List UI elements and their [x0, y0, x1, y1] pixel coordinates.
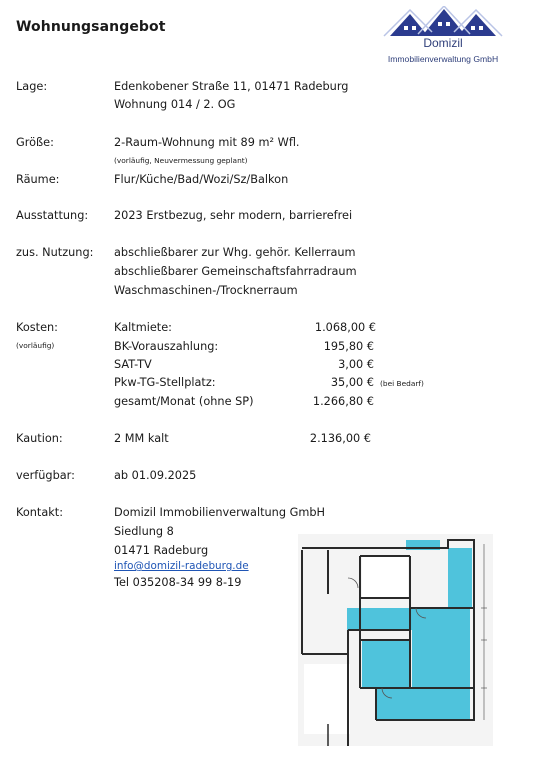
lage-label: Lage:: [16, 80, 48, 93]
kosten-item-amount: 195,80 €: [323, 340, 374, 353]
ausstattung-label: Ausstattung:: [16, 209, 89, 222]
company-logo: [382, 6, 504, 68]
verfuegbar-value: ab 01.09.2025: [114, 469, 197, 482]
groesse-label: Größe:: [16, 136, 54, 149]
verfuegbar-label: verfügbar:: [16, 469, 75, 482]
kontakt-city: 01471 Radeburg: [114, 544, 209, 557]
kaution-amount: 2.136,00 €: [309, 432, 371, 445]
kaution-value: 2 MM kalt: [114, 432, 169, 445]
kontakt-company: Domizil Immobilienverwaltung GmbH: [114, 506, 326, 519]
raeume-value: Flur/Küche/Bad/Wozi/Sz/Balkon: [114, 173, 289, 186]
kontakt-street: Siedlung 8: [114, 525, 174, 538]
kosten-item-name: BK-Vorauszahlung:: [114, 340, 219, 353]
kaution-label: Kaution:: [16, 432, 63, 445]
kosten-item-name: Kaltmiete:: [114, 321, 172, 334]
houses-logo-icon: [382, 6, 504, 40]
nutzung-line: abschließbarer Gemeinschaftsfahrradraum: [114, 265, 357, 278]
kosten-sublabel: (vorläufig): [16, 341, 55, 350]
kosten-total-amount: 1.266,80 €: [312, 395, 374, 408]
kosten-item-name: SAT-TV: [114, 358, 152, 371]
kontakt-label: Kontakt:: [16, 506, 64, 519]
kosten-item-name: Pkw-TG-Stellplatz:: [114, 376, 216, 389]
kosten-item-note: (bei Bedarf): [380, 379, 424, 388]
kontakt-email-link[interactable]: info@domizil-radeburg.de: [114, 560, 249, 572]
page-title: Wohnungsangebot: [16, 19, 166, 35]
groesse-note: (vorläufig, Neuvermessung geplant): [114, 156, 248, 165]
nutzung-line: Waschmaschinen-/Trocknerraum: [114, 284, 298, 297]
raeume-label: Räume:: [16, 173, 60, 186]
kosten-item-amount: 1.068,00 €: [314, 321, 376, 334]
floor-plan: [298, 534, 493, 746]
kosten-item-amount: 35,00 €: [330, 376, 374, 389]
kosten-item-amount: 3,00 €: [338, 358, 374, 371]
logo-name: Domizil: [423, 36, 463, 50]
kontakt-phone: Tel 035208-34 99 8-19: [114, 576, 242, 589]
ausstattung-value: 2023 Erstbezug, sehr modern, barrierefrei: [114, 209, 353, 222]
lage-unit: Wohnung 014 / 2. OG: [114, 98, 236, 111]
nutzung-line: abschließbarer zur Whg. gehör. Kellerraum: [114, 246, 356, 259]
logo-subtitle: Immobilienverwaltung GmbH: [387, 54, 499, 64]
nutzung-label: zus. Nutzung:: [16, 246, 94, 259]
kosten-total-name: gesamt/Monat (ohne SP): [114, 395, 254, 408]
groesse-value: 2-Raum-Wohnung mit 89 m² Wfl.: [114, 136, 300, 149]
kosten-label: Kosten:: [16, 321, 58, 334]
lage-address: Edenkobener Straße 11, 01471 Radeburg: [114, 80, 349, 93]
